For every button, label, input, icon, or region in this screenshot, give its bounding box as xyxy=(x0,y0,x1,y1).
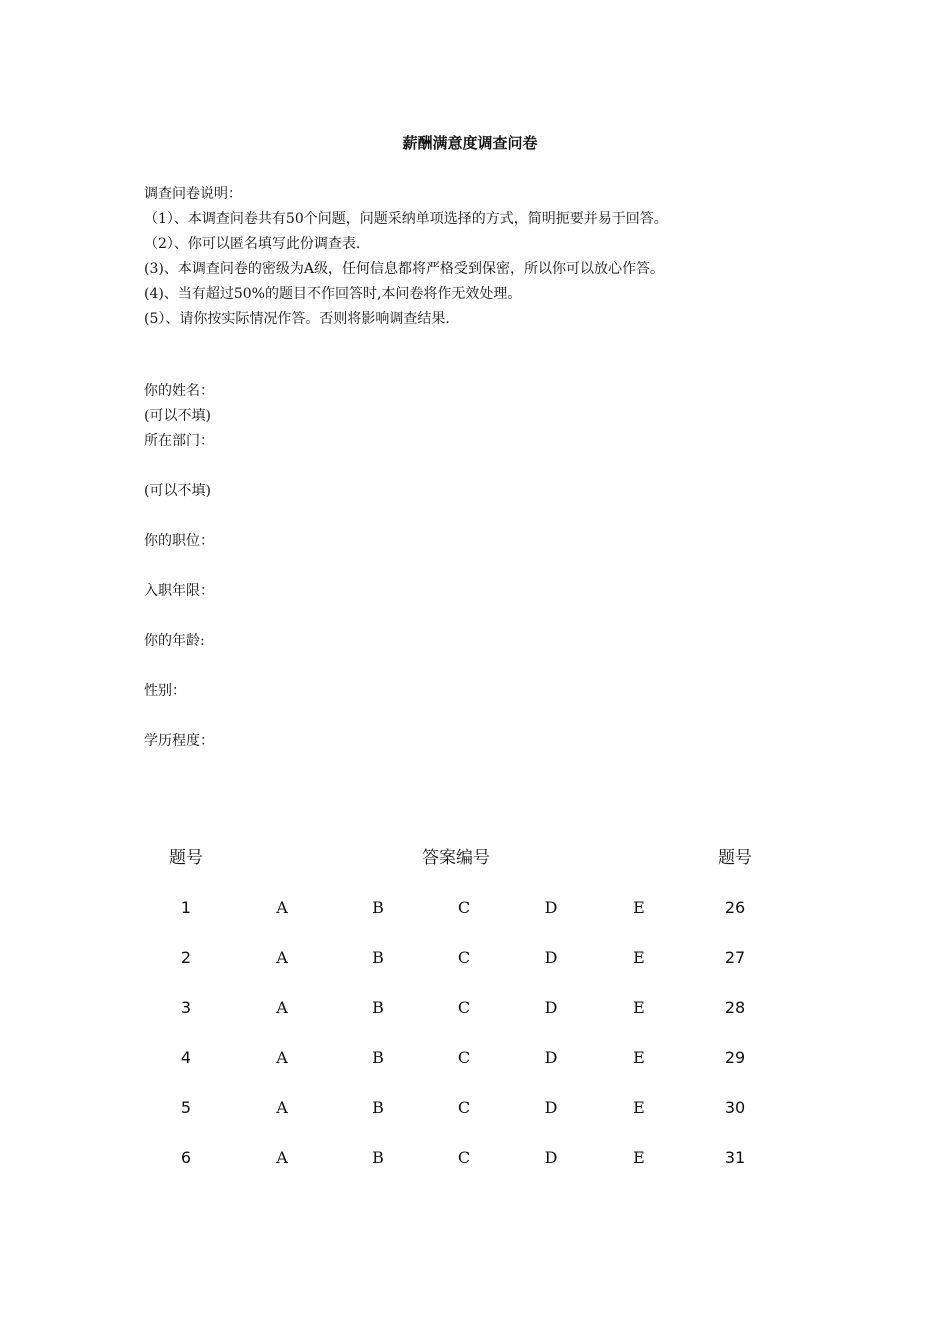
answer-option-e[interactable]: E xyxy=(633,1098,645,1117)
instruction-item: （2）、你可以匿名填写此份调查表. xyxy=(144,236,361,252)
page-title: 薪酬满意度调查问卷 xyxy=(402,134,538,152)
answer-option-d[interactable]: D xyxy=(544,898,558,917)
answer-option-b[interactable]: B xyxy=(372,948,384,967)
answer-option-d[interactable]: D xyxy=(544,998,558,1017)
instructions-heading: 调查问卷说明： xyxy=(144,186,242,202)
position-label: 你的职位： xyxy=(144,533,214,549)
answer-option-b[interactable]: B xyxy=(372,1098,384,1117)
answer-option-d[interactable]: D xyxy=(544,948,558,967)
answer-option-c[interactable]: C xyxy=(457,1048,471,1067)
header-answer-code: 答案编号 xyxy=(422,848,490,868)
answer-option-a[interactable]: A xyxy=(276,1098,288,1117)
answer-option-b[interactable]: B xyxy=(372,1048,384,1067)
question-number-left: 2 xyxy=(180,948,192,967)
question-number-right: 30 xyxy=(724,1098,746,1117)
header-question-no-right: 题号 xyxy=(718,848,752,868)
answer-option-c[interactable]: C xyxy=(457,1098,471,1117)
question-number-right: 26 xyxy=(724,898,746,917)
name-label: 你的姓名： xyxy=(144,383,214,399)
question-number-left: 3 xyxy=(180,998,192,1017)
name-note: (可以不填) xyxy=(144,408,211,424)
answer-option-a[interactable]: A xyxy=(276,1148,288,1167)
header-question-no-left: 题号 xyxy=(169,848,203,868)
question-number-left: 5 xyxy=(180,1098,192,1117)
question-number-right: 29 xyxy=(724,1048,746,1067)
tenure-label: 入职年限： xyxy=(144,583,214,599)
instruction-item: (4)、当有超过50%的题目不作回答时,本问卷将作无效处理。 xyxy=(144,286,522,302)
answer-option-e[interactable]: E xyxy=(633,1148,645,1167)
age-label: 你的年龄: xyxy=(144,633,205,649)
answer-option-a[interactable]: A xyxy=(276,1048,288,1067)
answer-option-a[interactable]: A xyxy=(276,998,288,1017)
answer-option-e[interactable]: E xyxy=(633,1048,645,1067)
answer-option-c[interactable]: C xyxy=(457,1148,471,1167)
education-label: 学历程度： xyxy=(144,733,214,749)
answer-option-c[interactable]: C xyxy=(457,948,471,967)
answer-option-e[interactable]: E xyxy=(633,898,645,917)
answer-option-b[interactable]: B xyxy=(372,898,384,917)
question-number-right: 28 xyxy=(724,998,746,1017)
instruction-item: (3)、本调查问卷的密级为A级，任何信息都将严格受到保密，所以你可以放心作答。 xyxy=(144,261,664,277)
gender-label: 性别： xyxy=(144,683,186,699)
answer-option-a[interactable]: A xyxy=(276,948,288,967)
question-number-left: 4 xyxy=(180,1048,192,1067)
answer-option-c[interactable]: C xyxy=(457,998,471,1017)
answer-option-a[interactable]: A xyxy=(276,898,288,917)
instructions xyxy=(144,182,864,332)
department-label: 所在部门： xyxy=(144,433,214,449)
question-number-right: 31 xyxy=(724,1148,746,1167)
answer-option-b[interactable]: B xyxy=(372,998,384,1017)
question-number-left: 1 xyxy=(180,898,192,917)
instruction-item: (5）、请你按实际情况作答。否则将影响调查结果. xyxy=(144,311,450,327)
answer-option-d[interactable]: D xyxy=(544,1148,558,1167)
answer-option-e[interactable]: E xyxy=(633,948,645,967)
answer-option-b[interactable]: B xyxy=(372,1148,384,1167)
instruction-item: （1）、本调查问卷共有50个问题，问题采纳单项选择的方式，简明扼要并易于回答。 xyxy=(144,211,668,227)
answer-option-c[interactable]: C xyxy=(457,898,471,917)
answer-option-d[interactable]: D xyxy=(544,1048,558,1067)
answer-option-e[interactable]: E xyxy=(633,998,645,1017)
answer-option-d[interactable]: D xyxy=(544,1098,558,1117)
question-number-left: 6 xyxy=(180,1148,192,1167)
question-number-right: 27 xyxy=(724,948,746,967)
department-note: (可以不填) xyxy=(144,483,211,499)
